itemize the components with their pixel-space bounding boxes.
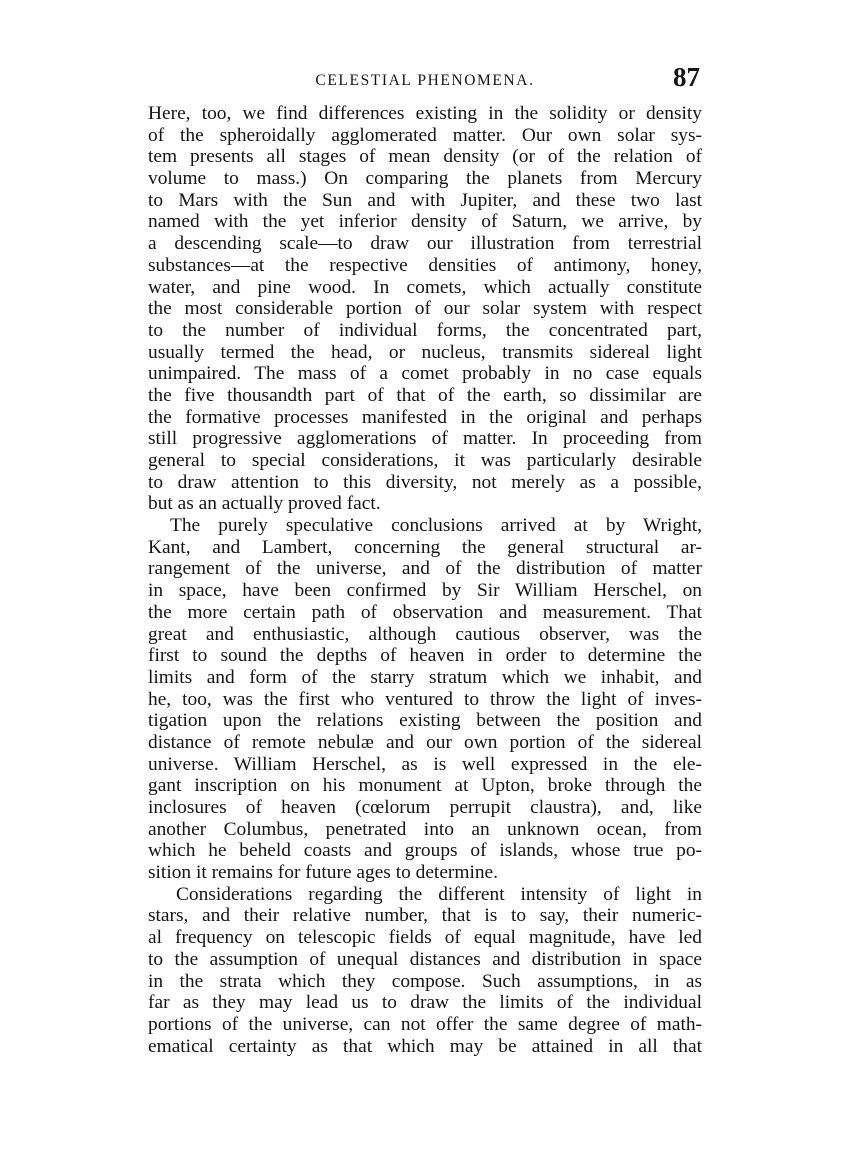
text-line: universe. William Herschel, as is well expressed in the ele- [148,753,702,775]
text-line: which he beheld coasts and groups of islands, whose true po- [148,840,702,862]
text-line: to the assumption of unequal distances and distribution in space [148,948,702,970]
text-line: great and enthusiastic, although cautious observer, was the [148,623,702,645]
text-line: far as they may lead us to draw the limits of the individual [148,992,702,1014]
text-line: he, too, was the first who ventured to throw the light of inves- [148,688,702,710]
text-line: inclosures of heaven (cœlorum perrupit claustra), and, like [148,797,702,818]
text-line: tigation upon the relations existing between the position and [148,710,702,732]
text-line: the formative processes manifested in the original and perhaps [148,406,702,428]
text-line: unimpaired. The mass of a comet probably in no case equals [148,363,702,385]
text-line: The purely speculative conclusions arrived at by Wright, [170,515,702,537]
page-number: 87 [673,62,700,92]
text-line: but as an actually proved fact. [148,493,381,515]
text-line: general to special considerations, it was particularly desirable [148,450,702,471]
text-line: tem presents all stages of mean density (or of the relation of [148,146,702,168]
text-line: substances—at the respective densities of antimony, honey, [148,254,702,276]
text-line: in space, have been confirmed by Sir William Herschel, on [148,580,702,602]
text-line: Here, too, we find differences existing in the solidity or density [148,103,702,124]
text-line: a descending scale—to draw our illustration from terrestrial [148,233,702,255]
text-line: water, and pine wood. In comets, which actually constitute [148,276,702,298]
text-line: in the strata which they compose. Such assumptions, in as [148,970,702,992]
text-line: Kant, and Lambert, concerning the general structural ar- [148,536,702,558]
text-line: the more certain path of observation and measurement. That [148,601,702,623]
text-line: named with the yet inferior density of Saturn, we arrive, by [148,211,702,233]
text-line: of the spheroidally agglomerated matter. Our own solar sys- [148,124,702,146]
text-line: first to sound the depths of heaven in order to determine the [148,645,702,667]
text-line: ematical certainty as that which may be attained in all that [148,1035,702,1057]
running-title: CELESTIAL PHENOMENA. [315,72,535,89]
running-head [148,62,702,96]
text-line: volume to mass.) On comparing the planets from Mercury [148,168,702,190]
text-line: still progressive agglomerations of matter. In proceeding from [148,428,702,450]
text-line: al frequency on telescopic fields of equal magnitude, have led [148,927,702,949]
text-line: sition it remains for future ages to determine. [148,862,499,884]
text-line: another Columbus, penetrated into an unknown ocean, from [148,818,702,840]
text-line: to the number of individual forms, the concentrated part, [148,319,702,341]
text-line: rangement of the universe, and of the distribution of matter [148,558,702,580]
text-line: to draw attention to this diversity, not merely as a possible, [148,471,702,493]
text-line: portions of the universe, can not offer the same degree of math- [148,1013,702,1035]
text-line: the most considerable portion of our solar system with respect [148,298,702,320]
text-line: limits and form of the starry stratum which we inhabit, and [148,666,702,688]
text-line: Considerations regarding the different intensity of light in [176,883,702,905]
text-line: the five thousandth part of that of the earth, so dissimilar are [148,384,702,406]
body-text [148,103,702,1057]
text-line: to Mars with the Sun and with Jupiter, and these two last [148,189,702,211]
text-line: stars, and their relative number, that is to say, their numeric- [148,905,702,927]
text-line: usually termed the head, or nucleus, transmits sidereal light [148,341,702,363]
text-line: gant inscription on his monument at Upton, broke through the [148,775,702,797]
text-line: distance of remote nebulæ and our own portion of the sidereal [148,731,702,753]
